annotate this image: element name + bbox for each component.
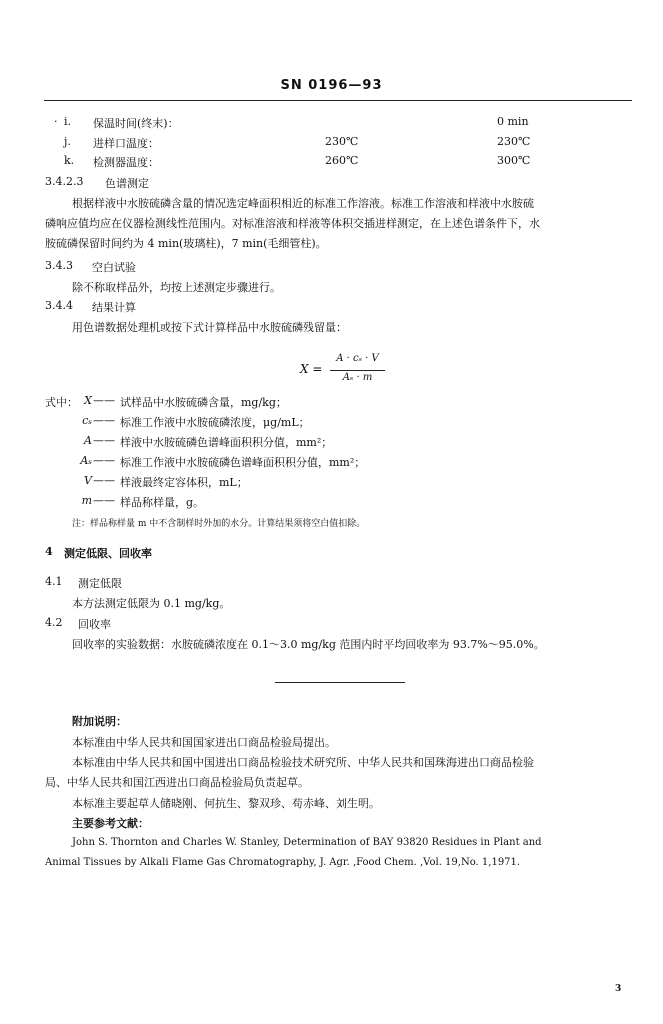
definition-symbol: X [84,394,92,407]
definition-dash: —— [93,394,115,407]
section-title: 结果计算 [92,301,136,314]
condition-label: 检测器温度： [93,156,159,169]
section-title: 测定低限 [78,577,122,590]
appendix-paragraph: 本标准主要起草人储晓刚、何抗生、黎双珍、苟赤峰、刘生明。 [72,797,380,810]
definition-text: 样品称样量，g。 [120,496,205,509]
paragraph-line: 根据样液中水胺硫磷含量的情况选定峰面积相近的标准工作溶液。标准工作溶液和样液中水胺硫 [72,197,534,210]
condition-key: i. [64,115,72,128]
appendix-paragraph: 局、中华人民共和国江西进出口商品检验局负责起草。 [45,776,309,789]
definition-dash: —— [93,474,115,487]
page-number: 3 [615,984,622,994]
paragraph: 用色谱数据处理机或按下式计算样品中水胺硫磷残留量： [72,321,347,334]
where-prefix: 式中： [45,396,78,409]
header-rule [44,100,632,101]
paragraph: 除不称取样品外，均按上述测定步骤进行。 [72,281,281,294]
definition-symbol: m [81,494,92,507]
section-number: 4.2 [45,616,63,629]
fraction-bar [330,370,385,371]
condition-bullet: · [54,115,58,128]
condition-key: j. [64,135,71,148]
document-code: SN 0196—93 [280,78,383,93]
definition-dash: —— [93,414,115,427]
section-number: 3.4.3 [45,259,73,272]
section-number: 4 [45,545,53,558]
condition-label: 进样口温度： [93,137,159,150]
section-title: 测定低限、回收率 [64,547,152,560]
section-title: 空白试验 [92,261,136,274]
condition-value: 230℃ [325,135,359,148]
definition-dash: —— [93,454,115,467]
definition-symbol: A [84,434,92,447]
section-number: 4.1 [45,575,63,588]
reference-line: John S. Thornton and Charles W. Stanley, Determination of BAY 93820 Residues in Plant and [72,837,542,848]
section-divider [275,682,405,683]
formula-lhs: X = [300,362,323,376]
definition-symbol: Aₛ [80,454,92,467]
section-title: 回收率 [78,618,111,631]
condition-value: 0 min [497,115,529,128]
appendix-paragraph: 本标准由中华人民共和国国家进出口商品检验局提出。 [72,736,336,749]
reference-line: Animal Tissues by Alkali Flame Gas Chromatography, J. Agr. ,Food Chem. ,Vol. 19,No. 1,1971. [45,857,521,868]
formula-denominator: Aₛ · m [342,372,373,383]
definition-text: 样液最终定容体积，mL； [120,476,248,489]
note: 注：样品称样量 m 中不含制样时外加的水分。计算结果须将空白值扣除。 [72,519,366,529]
condition-value: 300℃ [497,154,531,167]
references-heading: 主要参考文献： [72,817,149,830]
condition-value: 230℃ [497,135,531,148]
definition-dash: —— [93,434,115,447]
definition-symbol: V [84,474,92,487]
appendix-heading: 附加说明： [72,715,127,728]
definition-symbol: cₛ [82,414,92,427]
paragraph: 回收率的实验数据：水胺硫磷浓度在 0.1～3.0 mg/kg 范围内时平均回收率为 93.7%～95.0%。 [72,638,545,651]
condition-value: 260℃ [325,154,359,167]
section-number: 3.4.2.3 [45,175,84,188]
section-title: 色谱测定 [105,177,149,190]
definition-text: 标准工作液中水胺硫磷浓度，μg/mL； [120,416,310,429]
condition-key: k. [64,154,75,167]
formula-numerator: A · cₛ · V [336,353,379,364]
definition-text: 试样品中水胺硫磷含量，mg/kg； [120,396,287,409]
section-number: 3.4.4 [45,299,73,312]
paragraph: 本方法测定低限为 0.1 mg/kg。 [72,597,231,610]
definition-text: 标准工作液中水胺硫磷色谱峰面积积分值，mm²； [120,456,366,469]
appendix-paragraph: 本标准由中华人民共和国中国进出口商品检验技术研究所、中华人民共和国珠海进出口商品检验 [72,756,534,769]
paragraph-line: 磷响应值均应在仪器检测线性范围内。对标准溶液和样液等体积交插进样测定，在上述色谱条件下，水 [45,217,540,230]
definition-dash: —— [93,494,115,507]
paragraph-line: 胺硫磷保留时间约为 4 min(玻璃柱)，7 min(毛细管柱)。 [45,237,327,250]
condition-label: 保温时间(终末)： [93,117,179,130]
definition-text: 样液中水胺硫磷色谱峰面积积分值，mm²； [120,436,333,449]
